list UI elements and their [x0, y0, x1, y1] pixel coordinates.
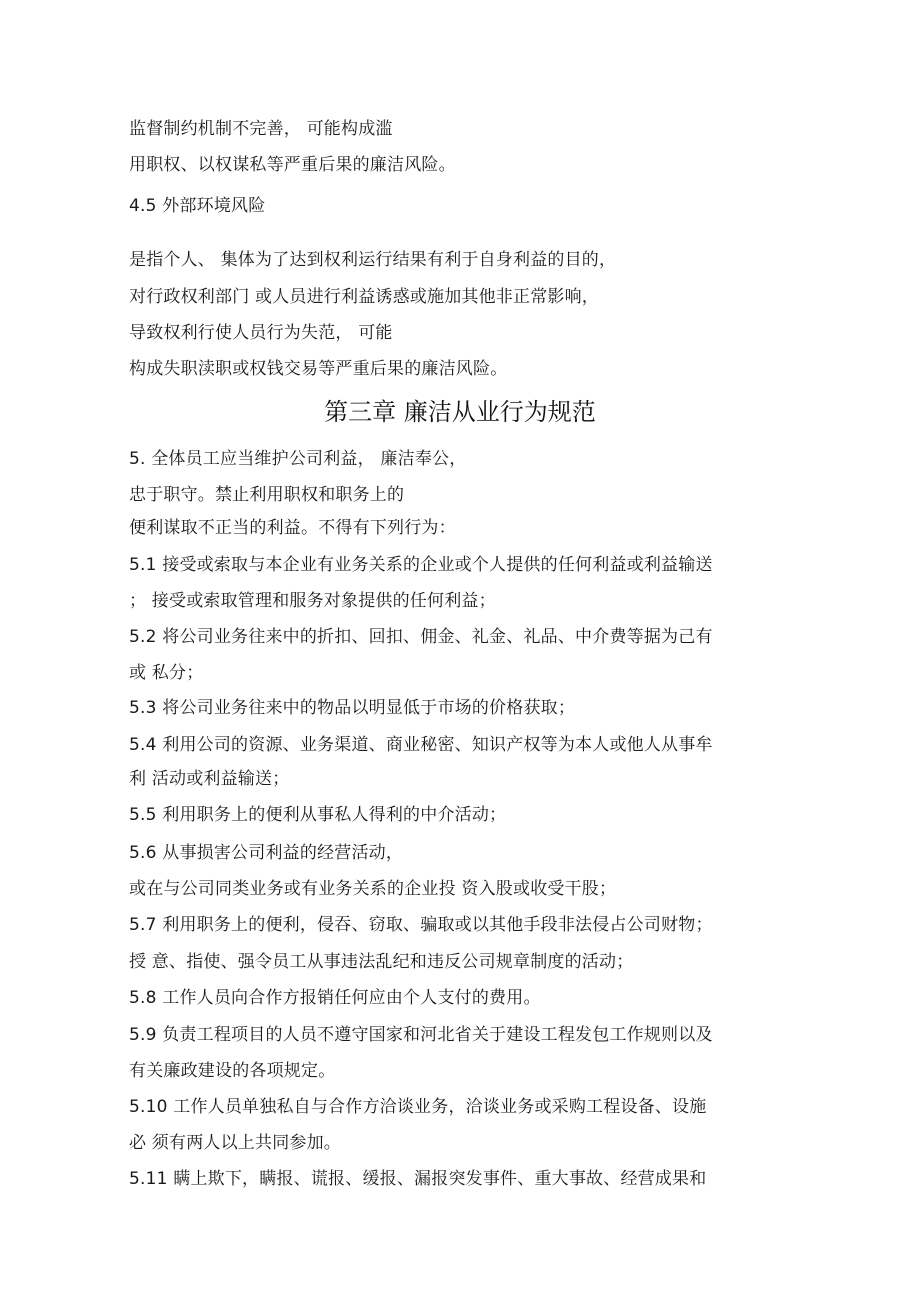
- clause-line: ； 接受或索取管理和服务对象提供的任何利益；: [129, 591, 496, 611]
- clause-line: 5.3 将公司业务往来中的物品以明显低于市场的价格获取；: [129, 698, 576, 718]
- clause-line: 5.7 利用职务上的便利，侵吞、窃取、骗取或以其他手段非法侵占公司财物；: [129, 915, 713, 935]
- clause-line: 或在与公司同类业务或有业务关系的企业投 资入股或收受干股；: [129, 879, 617, 899]
- clause-line: 5.2 将公司业务往来中的折扣、回扣、佣金、礼金、礼品、中介费等据为己有: [129, 627, 713, 647]
- section-line: 是指个人、 集体为了达到权利运行结果有利于自身利益的目的，: [129, 250, 617, 270]
- clause-line: 5.11 瞒上欺下，瞒报、谎报、缓报、漏报突发事件、重大事故、经营成果和: [129, 1169, 707, 1189]
- clause-line: 有关廉政建设的各项规定。: [129, 1061, 336, 1081]
- chapter-title: 第三章 廉洁从业行为规范: [324, 398, 596, 426]
- clause-line: 5.9 负责工程项目的人员不遵守国家和河北省关于建设工程发包工作规则以及: [129, 1025, 713, 1045]
- intro-line: 监督制约机制不完善， 可能构成滥: [129, 119, 393, 139]
- clause-line: 必 须有两人以上共同参加。: [129, 1133, 342, 1153]
- clause-line: 5. 全体员工应当维护公司利益， 廉洁奉公，: [129, 449, 467, 469]
- clause-line: 便利谋取不正当的利益。不得有下列行为：: [129, 518, 456, 538]
- clause-line: 5.6 从事损害公司利益的经营活动，: [129, 843, 404, 863]
- clause-line: 5.10 工作人员单独私自与合作方洽谈业务，洽谈业务或采购工程设备、设施: [129, 1097, 707, 1117]
- clause-line: 利 活动或利益输送；: [129, 769, 290, 789]
- clause-line: 忠于职守。禁止利用职权和职务上的: [129, 485, 405, 505]
- section-line: 构成失职渎职或权钱交易等严重后果的廉洁风险。: [129, 359, 508, 379]
- section-line: 导致权利行使人员行为失范， 可能: [129, 323, 393, 343]
- clause-line: 授 意、指使、强令员工从事违法乱纪和违反公司规章制度的活动；: [129, 952, 634, 972]
- section-heading: 4.5 外部环境风险: [129, 196, 266, 216]
- intro-line: 用职权、以权谋私等严重后果的廉洁风险。: [129, 155, 456, 175]
- clause-line: 或 私分；: [129, 663, 204, 683]
- clause-line: 5.5 利用职务上的便利从事私人得利的中介活动；: [129, 805, 507, 825]
- clause-line: 5.8 工作人员向合作方报销任何应由个人支付的费用。: [129, 988, 541, 1008]
- clause-line: 5.1 接受或索取与本企业有业务关系的企业或个人提供的任何利益或利益输送: [129, 555, 713, 575]
- section-line: 对行政权利部门 或人员进行利益诱惑或施加其他非正常影响，: [129, 287, 600, 307]
- clause-line: 5.4 利用公司的资源、业务渠道、商业秘密、知识产权等为本人或他人从事牟: [129, 735, 713, 755]
